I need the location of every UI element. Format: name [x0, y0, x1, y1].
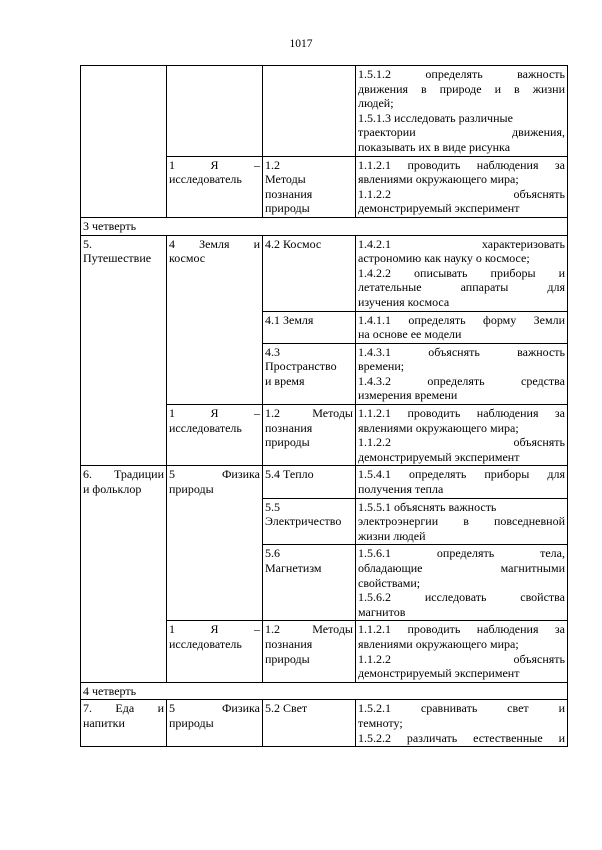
table-row [81, 466, 568, 498]
subsection-cell [263, 66, 356, 157]
table-row [81, 235, 568, 311]
section-cell: 1 Я – исследователь [167, 405, 263, 466]
theme-cell: 5. Путешествие [81, 235, 167, 466]
subsection-cell: 1.2 Методы познания природы [263, 621, 356, 682]
subsection-cell: 4.1 Земля [263, 311, 356, 343]
subsection-cell: 5.2 Свет [263, 700, 356, 747]
goals-cell: 1.1.2.1 проводить наблюдения за явлениями окружающего мира; 1.1.2.2 объяснять демонстрируемый эксперимент [356, 405, 568, 466]
theme-cell: 6. Традиции и фольклор [81, 466, 167, 682]
section-cell [167, 66, 263, 157]
section-cell: 4 Земля и космос [167, 235, 263, 405]
goals-cell: 1.5.6.1 определять тела, обладающие магнитными свойствами; 1.5.6.2 исследовать свойства магнитов [356, 545, 568, 621]
subsection-cell: 4.3 Пространство и время [263, 343, 356, 404]
subsection-cell: 5.4 Тепло [263, 466, 356, 498]
goals-cell: 1.5.5.1 объяснять важность электроэнергии в повседневной жизни людей [356, 498, 568, 545]
goals-cell: 1.5.4.1 определять приборы для получения тепла [356, 466, 568, 498]
page-number: 1017 [289, 38, 313, 50]
goals-cell: 1.1.2.1 проводить наблюдения за явлениями окружающего мира; 1.1.2.2 объяснять демонстрируемый эксперимент [356, 621, 568, 682]
subsection-cell: 5.6 Магнетизм [263, 545, 356, 621]
section-cell: 1 Я – исследователь [167, 156, 263, 217]
quarter-label: 3 четверть [81, 217, 568, 235]
theme-cell: 7. Еда и напитки [81, 700, 167, 747]
quarter-label: 4 четверть [81, 682, 568, 700]
theme-cell [81, 66, 167, 218]
goals-cell: 1.5.2.1 сравнивать свет и темноту; 1.5.2.2 различать естественные и [356, 700, 568, 747]
goals-cell: 1.5.1.2 определять важность движения в природе и в жизни людей; 1.5.1.3 исследовать различные траектории движения, показывать их в виде рисунка [356, 66, 568, 157]
subsection-cell: 5.5 Электричество [263, 498, 356, 545]
subsection-cell: 1.2 Методы познания природы [263, 405, 356, 466]
goals-cell: 1.4.2.1 характеризовать астрономию как науку о космосе; 1.4.2.2 описывать приборы и летательные аппараты для изучения космоса [356, 235, 568, 311]
goals-cell: 1.4.1.1 определять форму Земли на основе ее модели [356, 311, 568, 343]
goals-cell: 1.4.3.1 объяснять важность времени; 1.4.3.2 определять средства измерения времени [356, 343, 568, 404]
goals-cell: 1.1.2.1 проводить наблюдения за явлениями окружающего мира; 1.1.2.2 объяснять демонстрируемый эксперимент [356, 156, 568, 217]
quarter-row [81, 217, 568, 235]
section-cell: 1 Я – исследователь [167, 621, 263, 682]
curriculum-table [80, 65, 568, 747]
table-row [81, 700, 568, 747]
subsection-cell: 1.2 Методы познания природы [263, 156, 356, 217]
table-row [81, 66, 568, 157]
section-cell: 5 Физика природы [167, 466, 263, 621]
quarter-row [81, 682, 568, 700]
section-cell: 5 Физика природы [167, 700, 263, 747]
subsection-cell: 4.2 Космос [263, 235, 356, 311]
